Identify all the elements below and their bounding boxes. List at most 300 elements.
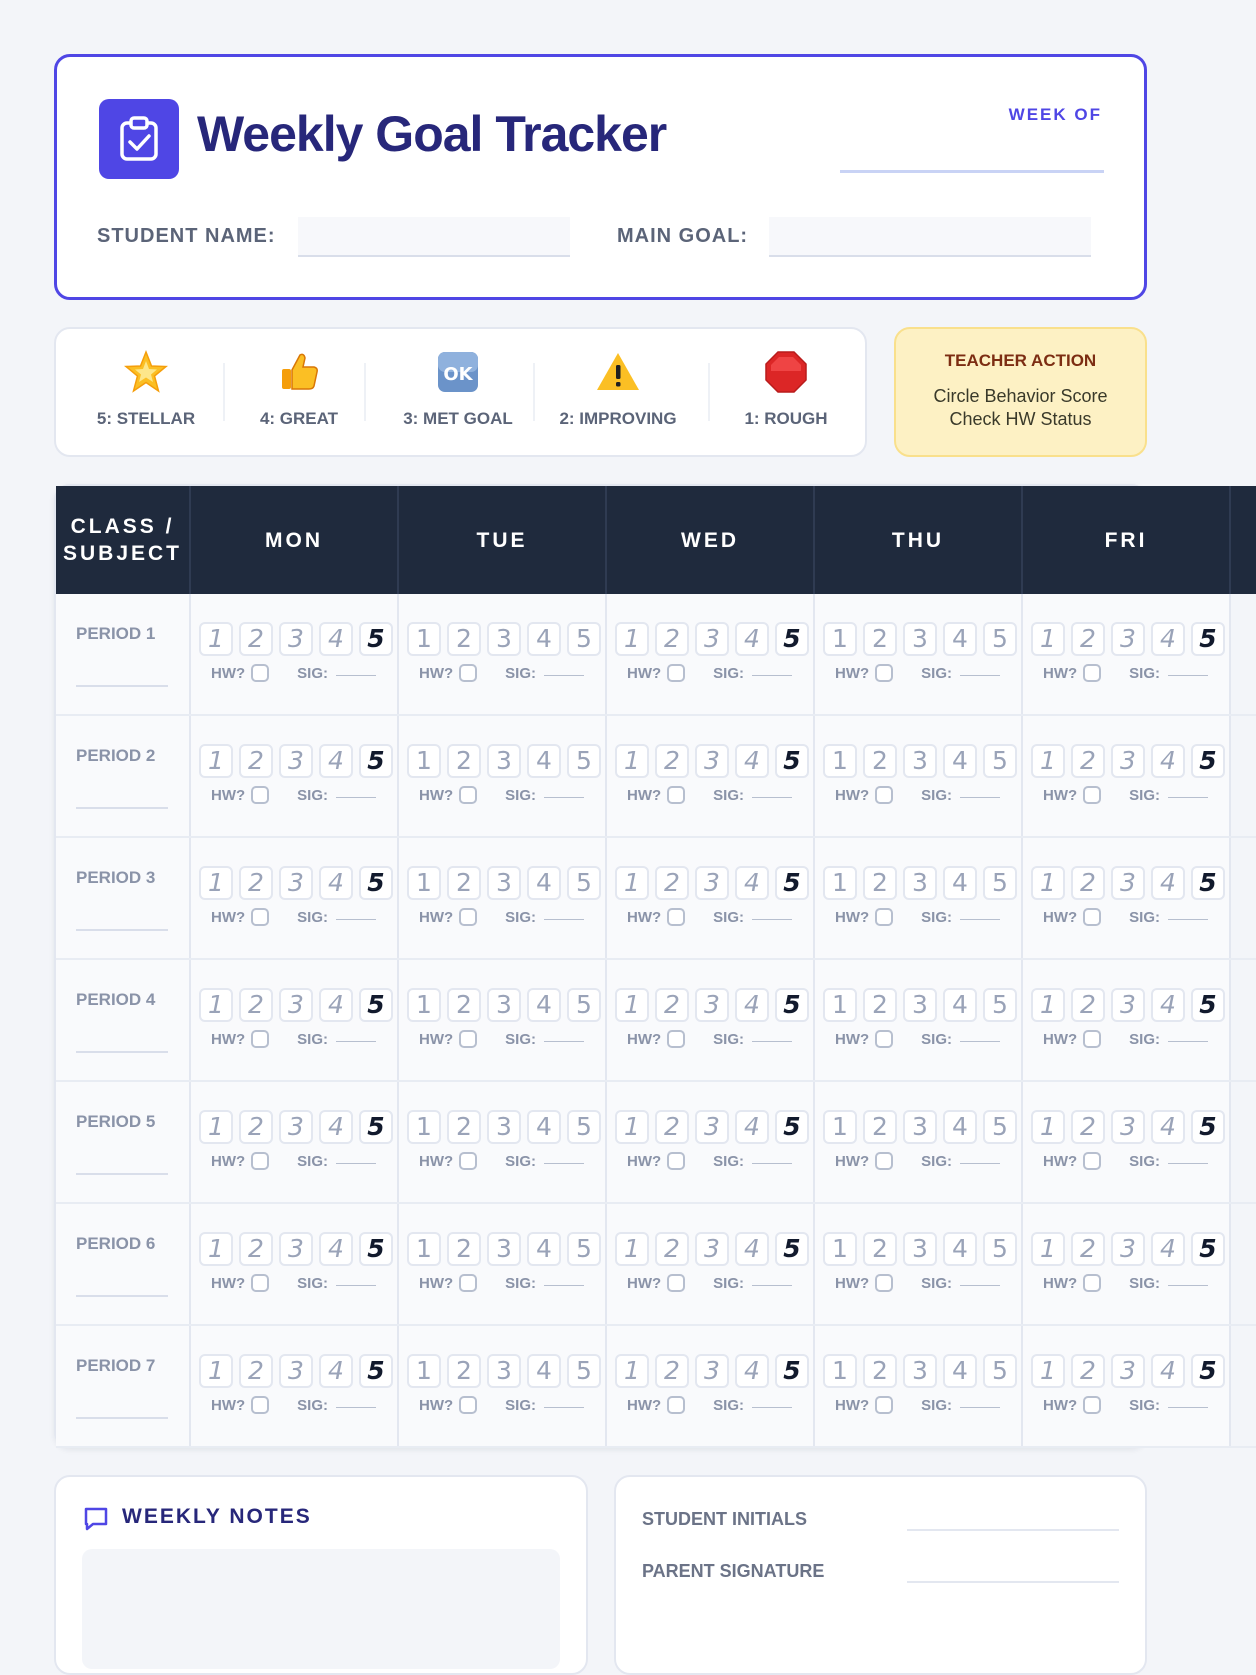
teacher-signature-field[interactable] [1168, 1407, 1208, 1408]
homework-checkbox[interactable] [667, 1030, 685, 1048]
score-option[interactable]: 3 [695, 866, 729, 900]
score-option[interactable]: 2 [239, 988, 273, 1022]
score-option[interactable]: 2 [239, 622, 273, 656]
teacher-signature-field[interactable] [544, 1041, 584, 1042]
score-option[interactable]: 2 [863, 1232, 897, 1266]
score-option[interactable]: 3 [1111, 1354, 1145, 1388]
score-option[interactable]: 3 [695, 622, 729, 656]
score-option[interactable]: 3 [1111, 1232, 1145, 1266]
homework-checkbox[interactable] [875, 908, 893, 926]
score-option[interactable]: 1 [1031, 1232, 1065, 1266]
score-option[interactable]: 4 [319, 744, 353, 778]
score-option[interactable]: 1 [615, 988, 649, 1022]
score-option[interactable]: 2 [1071, 744, 1105, 778]
score-option[interactable]: 1 [407, 622, 441, 656]
score-option[interactable]: 1 [823, 1354, 857, 1388]
score-option[interactable]: 4 [319, 1110, 353, 1144]
score-option[interactable]: 3 [487, 1110, 521, 1144]
homework-label: HW? [835, 1030, 870, 1048]
score-option[interactable]: 2 [863, 622, 897, 656]
score-option[interactable]: 1 [615, 622, 649, 656]
score-option[interactable]: 2 [1071, 1110, 1105, 1144]
teacher-signature-field[interactable] [336, 1163, 376, 1164]
score-option[interactable]: 3 [279, 1354, 313, 1388]
score-option[interactable]: 1 [615, 1110, 649, 1144]
score-option[interactable]: 3 [903, 744, 937, 778]
homework-checkbox[interactable] [1083, 664, 1101, 682]
subject-name-field[interactable] [76, 1173, 168, 1175]
score-option[interactable]: 2 [863, 866, 897, 900]
score-option[interactable]: 5 [1191, 1232, 1225, 1266]
homework-checkbox[interactable] [251, 1152, 269, 1170]
score-option[interactable]: 3 [1111, 1110, 1145, 1144]
teacher-signature-field[interactable] [336, 797, 376, 798]
homework-checkbox[interactable] [875, 1030, 893, 1048]
homework-checkbox[interactable] [459, 1030, 477, 1048]
score-option[interactable]: 4 [1151, 988, 1185, 1022]
homework-checkbox[interactable] [251, 1030, 269, 1048]
score-option[interactable]: 3 [487, 744, 521, 778]
homework-checkbox[interactable] [667, 1396, 685, 1414]
score-option[interactable]: 5 [567, 1354, 601, 1388]
homework-label: HW? [211, 1396, 246, 1414]
homework-row [419, 664, 584, 682]
teacher-signature-field[interactable] [544, 1285, 584, 1286]
score-option[interactable]: 1 [823, 1232, 857, 1266]
score-option[interactable]: 5 [983, 1232, 1017, 1266]
teacher-signature-field[interactable] [336, 1285, 376, 1286]
score-option[interactable]: 5 [983, 622, 1017, 656]
score-option[interactable]: 4 [943, 1354, 977, 1388]
score-option[interactable]: 2 [447, 1110, 481, 1144]
score-option[interactable]: 1 [823, 744, 857, 778]
score-option[interactable]: 3 [695, 1110, 729, 1144]
score-option[interactable]: 4 [943, 744, 977, 778]
score-option[interactable]: 2 [447, 744, 481, 778]
score-option[interactable]: 4 [735, 988, 769, 1022]
score-option[interactable]: 5 [775, 866, 809, 900]
teacher-signature-field[interactable] [1168, 919, 1208, 920]
homework-checkbox[interactable] [875, 664, 893, 682]
subject-name-field[interactable] [76, 685, 168, 687]
teacher-signature-field[interactable] [1168, 1041, 1208, 1042]
score-option[interactable]: 1 [615, 1232, 649, 1266]
score-option[interactable]: 5 [567, 866, 601, 900]
score-option[interactable]: 3 [487, 988, 521, 1022]
score-option[interactable]: 5 [1191, 622, 1225, 656]
homework-checkbox[interactable] [875, 1152, 893, 1170]
teacher-action-line: Circle Behavior Score [933, 386, 1108, 406]
homework-checkbox[interactable] [459, 908, 477, 926]
score-option[interactable]: 5 [775, 988, 809, 1022]
period-cell [56, 960, 191, 1080]
period-label: PERIOD 3 [76, 868, 156, 887]
score-option[interactable]: 2 [447, 1232, 481, 1266]
subject-name-field[interactable] [76, 1417, 168, 1419]
score-option[interactable]: 4 [1151, 622, 1185, 656]
signature-label: SIG: [1129, 664, 1160, 682]
score-option[interactable]: 3 [487, 622, 521, 656]
score-option[interactable]: 4 [527, 744, 561, 778]
score-option[interactable]: 3 [903, 622, 937, 656]
period-cell [56, 1326, 191, 1446]
homework-checkbox[interactable] [251, 908, 269, 926]
score-option[interactable]: 4 [319, 1232, 353, 1266]
score-option[interactable]: 4 [319, 1354, 353, 1388]
teacher-signature-field[interactable] [336, 1041, 376, 1042]
score-option[interactable]: 5 [1191, 1110, 1225, 1144]
score-option[interactable]: 2 [239, 1232, 273, 1266]
teacher-action-card [894, 327, 1147, 457]
homework-checkbox[interactable] [459, 786, 477, 804]
signature-label: SIG: [713, 1152, 744, 1170]
score-option[interactable]: 5 [359, 866, 393, 900]
score-option[interactable]: 5 [359, 622, 393, 656]
student-initials-field[interactable] [907, 1529, 1119, 1531]
score-option[interactable]: 1 [823, 988, 857, 1022]
teacher-signature-field[interactable] [1168, 1163, 1208, 1164]
score-option[interactable]: 4 [527, 988, 561, 1022]
score-option[interactable]: 1 [1031, 1110, 1065, 1144]
score-option[interactable]: 1 [199, 1232, 233, 1266]
score-option[interactable]: 4 [319, 866, 353, 900]
score-option[interactable]: 4 [735, 1354, 769, 1388]
score-option[interactable]: 2 [239, 1354, 273, 1388]
score-option[interactable]: 4 [527, 866, 561, 900]
score-option[interactable]: 3 [903, 988, 937, 1022]
score-option[interactable]: 5 [775, 1110, 809, 1144]
homework-checkbox[interactable] [1083, 1274, 1101, 1292]
score-option[interactable]: 2 [239, 1110, 273, 1144]
score-option[interactable]: 1 [615, 744, 649, 778]
day-cell-tue [399, 1204, 607, 1324]
score-option[interactable]: 1 [1031, 622, 1065, 656]
score-option[interactable]: 2 [447, 1354, 481, 1388]
score-option[interactable]: 4 [1151, 1110, 1185, 1144]
score-option[interactable]: 3 [903, 1354, 937, 1388]
score-option[interactable]: 1 [1031, 866, 1065, 900]
teacher-signature-field[interactable] [544, 1407, 584, 1408]
homework-row [211, 1152, 376, 1170]
score-option[interactable]: 4 [735, 1232, 769, 1266]
score-option[interactable]: 3 [695, 988, 729, 1022]
subject-name-field[interactable] [76, 1051, 168, 1053]
teacher-signature-field[interactable] [752, 1041, 792, 1042]
score-option[interactable]: 5 [567, 744, 601, 778]
score-option[interactable]: 3 [1111, 866, 1145, 900]
score-option[interactable]: 1 [407, 1354, 441, 1388]
homework-checkbox[interactable] [1083, 786, 1101, 804]
score-option[interactable]: 4 [943, 1110, 977, 1144]
score-option[interactable]: 5 [775, 1354, 809, 1388]
score-option[interactable]: 3 [279, 1232, 313, 1266]
parent-signature-field[interactable] [907, 1581, 1119, 1583]
score-option[interactable]: 3 [903, 1232, 937, 1266]
score-option[interactable]: 3 [695, 1232, 729, 1266]
score-option[interactable]: 2 [447, 866, 481, 900]
score-option[interactable]: 3 [1111, 622, 1145, 656]
homework-row [835, 1030, 1000, 1048]
weekly-notes-card [54, 1475, 588, 1675]
score-option[interactable]: 2 [1071, 866, 1105, 900]
homework-label: HW? [627, 1396, 662, 1414]
homework-checkbox[interactable] [667, 908, 685, 926]
signature-label: SIG: [713, 786, 744, 804]
teacher-signature-field[interactable] [544, 797, 584, 798]
score-option[interactable]: 5 [983, 988, 1017, 1022]
score-option[interactable]: 5 [359, 744, 393, 778]
teacher-signature-field[interactable] [336, 675, 376, 676]
score-option[interactable]: 5 [567, 1232, 601, 1266]
score-option[interactable]: 3 [695, 1354, 729, 1388]
score-option[interactable]: 3 [903, 866, 937, 900]
score-option[interactable]: 1 [823, 622, 857, 656]
score-option[interactable]: 2 [447, 622, 481, 656]
score-option[interactable]: 4 [1151, 1354, 1185, 1388]
score-option[interactable]: 2 [863, 744, 897, 778]
score-option[interactable]: 3 [487, 1354, 521, 1388]
score-option[interactable]: 2 [655, 622, 689, 656]
column-header-wed: WED [607, 486, 815, 594]
score-option[interactable]: 3 [1111, 744, 1145, 778]
score-option[interactable]: 3 [279, 988, 313, 1022]
score-option[interactable]: 3 [279, 1110, 313, 1144]
day-cell-wed [607, 1326, 815, 1446]
score-option[interactable]: 5 [775, 622, 809, 656]
score-option[interactable]: 1 [199, 866, 233, 900]
score-option[interactable]: 2 [655, 1354, 689, 1388]
score-option[interactable]: 4 [735, 744, 769, 778]
score-option[interactable]: 4 [527, 1232, 561, 1266]
score-option[interactable]: 5 [359, 1110, 393, 1144]
teacher-signature-field[interactable] [752, 1285, 792, 1286]
score-option[interactable]: 1 [615, 1354, 649, 1388]
score-option[interactable]: 2 [863, 988, 897, 1022]
signature-label: SIG: [505, 1396, 536, 1414]
homework-checkbox[interactable] [251, 1274, 269, 1292]
teacher-signature-field[interactable] [752, 1407, 792, 1408]
homework-row [211, 908, 376, 926]
score-option[interactable]: 5 [567, 988, 601, 1022]
subject-name-field[interactable] [76, 929, 168, 931]
signature-label: SIG: [297, 1396, 328, 1414]
homework-checkbox[interactable] [459, 664, 477, 682]
score-option[interactable]: 5 [359, 988, 393, 1022]
score-option[interactable]: 2 [655, 866, 689, 900]
teacher-signature-field[interactable] [336, 919, 376, 920]
score-option[interactable]: 4 [943, 866, 977, 900]
score-option[interactable]: 5 [1191, 744, 1225, 778]
signature-label: SIG: [505, 1274, 536, 1292]
teacher-signature-field[interactable] [1168, 1285, 1208, 1286]
score-option[interactable]: 1 [199, 1354, 233, 1388]
score-option[interactable]: 4 [735, 866, 769, 900]
homework-row [627, 1274, 792, 1292]
score-option[interactable]: 1 [407, 866, 441, 900]
score-option[interactable]: 3 [695, 744, 729, 778]
teacher-signature-field[interactable] [1168, 797, 1208, 798]
homework-checkbox[interactable] [667, 1152, 685, 1170]
day-cell-tue [399, 594, 607, 714]
homework-checkbox[interactable] [667, 786, 685, 804]
score-option[interactable]: 4 [735, 622, 769, 656]
score-option[interactable]: 1 [1031, 1354, 1065, 1388]
behavior-score-group [615, 988, 809, 1022]
score-option[interactable]: 1 [199, 1110, 233, 1144]
score-option[interactable]: 4 [1151, 744, 1185, 778]
homework-checkbox[interactable] [251, 786, 269, 804]
student-name-field[interactable] [298, 217, 570, 257]
score-option[interactable]: 4 [319, 988, 353, 1022]
score-option[interactable]: 5 [1191, 1354, 1225, 1388]
homework-checkbox[interactable] [459, 1396, 477, 1414]
score-option[interactable]: 5 [983, 866, 1017, 900]
score-option[interactable]: 1 [199, 622, 233, 656]
score-option[interactable]: 3 [279, 622, 313, 656]
homework-row [835, 664, 1000, 682]
teacher-signature-field[interactable] [960, 675, 1000, 676]
score-option[interactable]: 1 [199, 988, 233, 1022]
homework-checkbox[interactable] [1083, 1152, 1101, 1170]
score-option[interactable]: 5 [1191, 866, 1225, 900]
subject-name-field[interactable] [76, 1295, 168, 1297]
teacher-signature-field[interactable] [960, 1285, 1000, 1286]
teacher-signature-field[interactable] [960, 1407, 1000, 1408]
homework-checkbox[interactable] [875, 786, 893, 804]
homework-checkbox[interactable] [1083, 1396, 1101, 1414]
homework-row [211, 1396, 376, 1414]
behavior-score-group [199, 866, 393, 900]
score-option[interactable]: 2 [655, 1110, 689, 1144]
score-option[interactable]: 4 [943, 622, 977, 656]
table-body [56, 594, 1256, 1448]
subject-name-field[interactable] [76, 807, 168, 809]
score-option[interactable]: 1 [823, 1110, 857, 1144]
score-option[interactable]: 2 [1071, 622, 1105, 656]
score-option[interactable]: 5 [359, 1232, 393, 1266]
score-option[interactable]: 3 [1111, 988, 1145, 1022]
teacher-signature-field[interactable] [544, 1163, 584, 1164]
score-option[interactable]: 1 [1031, 744, 1065, 778]
score-option[interactable]: 1 [407, 988, 441, 1022]
homework-checkbox[interactable] [459, 1274, 477, 1292]
score-option[interactable]: 4 [527, 1110, 561, 1144]
homework-checkbox[interactable] [667, 664, 685, 682]
teacher-signature-field[interactable] [336, 1407, 376, 1408]
score-option[interactable]: 3 [487, 1232, 521, 1266]
teacher-signature-field[interactable] [544, 919, 584, 920]
score-option[interactable]: 3 [279, 744, 313, 778]
homework-checkbox[interactable] [875, 1274, 893, 1292]
homework-checkbox[interactable] [459, 1152, 477, 1170]
score-option[interactable]: 2 [863, 1110, 897, 1144]
score-option[interactable]: 1 [199, 744, 233, 778]
teacher-signature-field[interactable] [752, 1163, 792, 1164]
score-option[interactable]: 5 [983, 744, 1017, 778]
day-cell-fri [1023, 1082, 1231, 1202]
teacher-signature-field[interactable] [752, 919, 792, 920]
week-of-field[interactable] [840, 170, 1104, 173]
score-option[interactable]: 2 [1071, 1354, 1105, 1388]
score-option[interactable]: 4 [1151, 866, 1185, 900]
score-option[interactable]: 5 [775, 744, 809, 778]
score-option[interactable]: 5 [983, 1354, 1017, 1388]
score-option[interactable]: 1 [615, 866, 649, 900]
score-option[interactable]: 4 [735, 1110, 769, 1144]
score-option[interactable]: 4 [943, 988, 977, 1022]
score-option[interactable]: 2 [1071, 988, 1105, 1022]
teacher-signature-field[interactable] [960, 1041, 1000, 1042]
score-option[interactable]: 3 [279, 866, 313, 900]
score-option[interactable]: 2 [239, 866, 273, 900]
homework-checkbox[interactable] [1083, 1030, 1101, 1048]
homework-row [835, 908, 1000, 926]
score-option[interactable]: 4 [1151, 1232, 1185, 1266]
homework-checkbox[interactable] [1083, 908, 1101, 926]
score-option[interactable]: 5 [359, 1354, 393, 1388]
score-option[interactable]: 2 [655, 744, 689, 778]
behavior-score-group [199, 1354, 393, 1388]
teacher-signature-field[interactable] [752, 675, 792, 676]
score-option[interactable]: 4 [527, 622, 561, 656]
homework-checkbox[interactable] [667, 1274, 685, 1292]
homework-label: HW? [211, 786, 246, 804]
score-option[interactable]: 2 [1071, 1232, 1105, 1266]
homework-checkbox[interactable] [251, 1396, 269, 1414]
score-option[interactable]: 4 [527, 1354, 561, 1388]
homework-checkbox[interactable] [251, 664, 269, 682]
score-option[interactable]: 1 [1031, 988, 1065, 1022]
weekly-notes-field[interactable] [82, 1549, 560, 1669]
score-option[interactable]: 1 [407, 744, 441, 778]
teacher-signature-field[interactable] [1168, 675, 1208, 676]
homework-checkbox[interactable] [875, 1396, 893, 1414]
behavior-score-group [1031, 744, 1225, 778]
score-option[interactable]: 5 [983, 1110, 1017, 1144]
score-option[interactable]: 1 [407, 1232, 441, 1266]
score-option[interactable]: 2 [655, 988, 689, 1022]
score-option[interactable]: 4 [943, 1232, 977, 1266]
chat-bubble-icon [82, 1505, 110, 1538]
score-option[interactable]: 2 [655, 1232, 689, 1266]
score-option[interactable]: 4 [319, 622, 353, 656]
signature-label: SIG: [297, 908, 328, 926]
score-legend [54, 327, 867, 457]
teacher-signature-field[interactable] [960, 1163, 1000, 1164]
teacher-signature-field[interactable] [960, 919, 1000, 920]
score-option[interactable]: 2 [447, 988, 481, 1022]
score-option[interactable]: 1 [407, 1110, 441, 1144]
teacher-signature-field[interactable] [544, 675, 584, 676]
score-option[interactable]: 3 [903, 1110, 937, 1144]
score-option[interactable]: 5 [1191, 988, 1225, 1022]
header-card [54, 54, 1147, 300]
score-option[interactable]: 5 [775, 1232, 809, 1266]
day-cell-thu [815, 960, 1023, 1080]
day-cell-wed [607, 1204, 815, 1324]
score-option[interactable]: 2 [863, 1354, 897, 1388]
score-option[interactable]: 2 [239, 744, 273, 778]
day-cell-mon [191, 1082, 399, 1202]
score-option[interactable]: 5 [567, 622, 601, 656]
teacher-signature-field[interactable] [752, 797, 792, 798]
score-option[interactable]: 5 [567, 1110, 601, 1144]
main-goal-field[interactable] [769, 217, 1091, 257]
score-option[interactable]: 1 [823, 866, 857, 900]
signature-label: SIG: [1129, 1396, 1160, 1414]
teacher-signature-field[interactable] [960, 797, 1000, 798]
score-option[interactable]: 3 [487, 866, 521, 900]
